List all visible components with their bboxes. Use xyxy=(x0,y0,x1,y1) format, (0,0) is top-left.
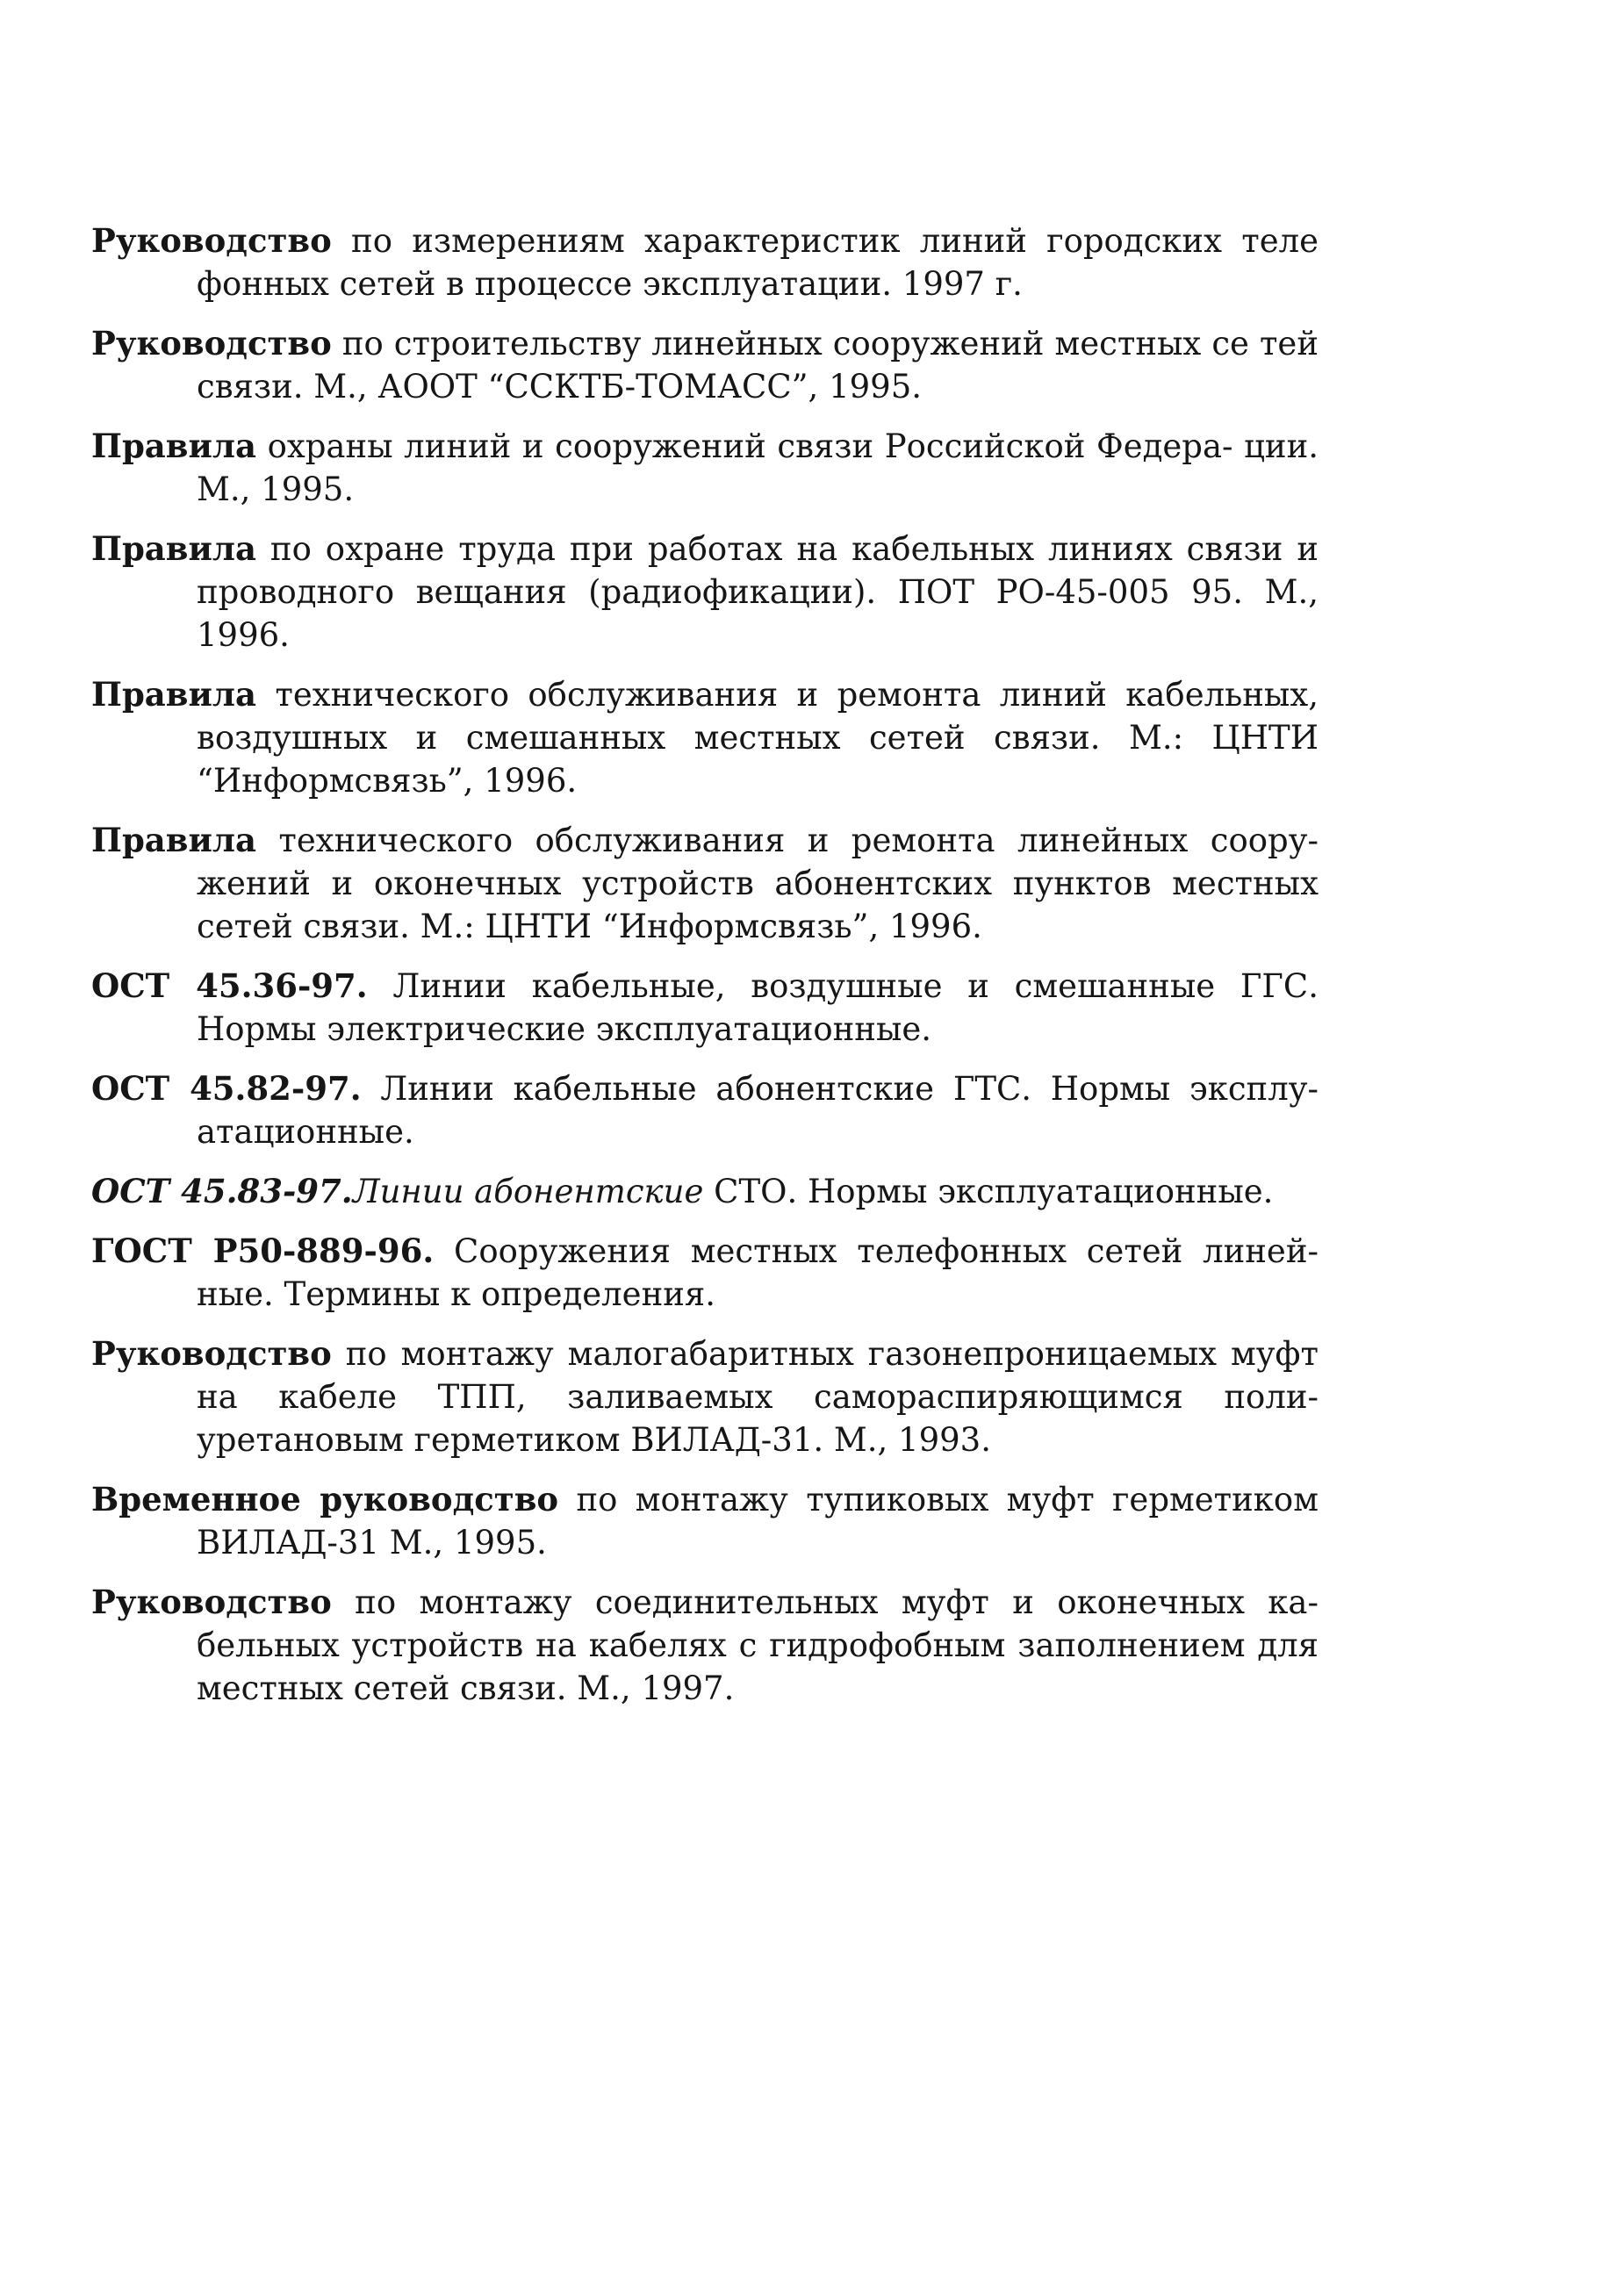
entry-text: Сооружения местных телефонных сетей линей- ные. Термины к определения. xyxy=(197,1232,1319,1313)
reference-entry xyxy=(91,965,1319,1051)
entry-text: Линии кабельные, воздушные и смешанные ГГС. Нормы электрические эксплуатационные. xyxy=(197,967,1319,1048)
reference-entry xyxy=(91,673,1319,802)
reference-entry xyxy=(91,1170,1319,1213)
reference-entry xyxy=(91,1478,1319,1564)
reference-entry xyxy=(91,1581,1319,1710)
entry-lead: Правила xyxy=(91,675,256,714)
entry-italic-text: Линии абонентские xyxy=(352,1173,704,1210)
reference-entry xyxy=(91,819,1319,948)
entry-lead: Руководство xyxy=(91,221,332,260)
entry-text: СТО. Нормы эксплуатационные. xyxy=(703,1173,1274,1210)
reference-entry xyxy=(91,1230,1319,1316)
entry-lead: Временное руководство xyxy=(91,1480,559,1519)
entry-text: технического обслуживания и ремонта линий кабельных, воздушных и смешанных местных сетей связи. М.: ЦНТИ “Информсвязь”, 1996. xyxy=(197,676,1319,800)
reference-list xyxy=(91,219,1319,1727)
entry-text: по монтажу малогабаритных газонепроницаемых муфт на кабеле ТПП, заливаемых самораспиряющимся поли- уретановым герметиком ВИЛАД-31. М., 1993. xyxy=(197,1335,1319,1459)
entry-text: Линии кабельные абонентские ГТС. Нормы эксплу- атационные. xyxy=(197,1070,1319,1151)
entry-text: по строительству линейных сооружений местных се тей связи. М., АООТ “ССКТБ-ТОМАСС”, 1995. xyxy=(197,325,1319,406)
entry-text: по охране труда при работах на кабельных линиях связи и проводного вещания (радиофикации). ПОТ РО-45-005 95. М., 1996. xyxy=(197,530,1319,654)
entry-lead: Правила xyxy=(91,427,256,465)
entry-lead: Руководство xyxy=(91,1583,332,1621)
entry-text: охраны линий и сооружений связи Российской Федера- ции. М., 1995. xyxy=(197,427,1319,508)
entry-text: по монтажу тупиковых муфт герметиком ВИЛАД-31 М., 1995. xyxy=(197,1481,1319,1562)
entry-text: технического обслуживания и ремонта линейных соору- жений и оконечных устройств абонентских пунктов местных сетей связи. М.: ЦНТИ “Информсвязь”, 1996. xyxy=(197,822,1319,945)
entry-lead: Руководство xyxy=(91,1334,332,1373)
entry-lead: Правила xyxy=(91,821,256,859)
entry-lead: Руководство xyxy=(91,324,332,363)
entry-lead: ОСТ 45.36-97. xyxy=(91,966,368,1005)
entry-lead: Правила xyxy=(91,529,256,568)
entry-lead: ОСТ 45.82-97. xyxy=(91,1069,362,1108)
reference-entry xyxy=(91,425,1319,511)
reference-entry xyxy=(91,1332,1319,1461)
entry-text: по монтажу соединительных муфт и оконечных ка- бельных устройств на кабелях с гидрофобным заполнением для местных сетей связи. М., 1997. xyxy=(197,1583,1319,1707)
reference-entry xyxy=(91,1067,1319,1153)
reference-entry xyxy=(91,528,1319,657)
reference-entry xyxy=(91,322,1319,408)
entry-lead: ОСТ 45.83-97. xyxy=(91,1172,353,1210)
reference-entry xyxy=(91,219,1319,305)
entry-lead: ГОСТ Р50-889-96. xyxy=(91,1231,435,1270)
entry-text: по измерениям характеристик линий городских теле фонных сетей в процессе эксплуатации. 1997 г. xyxy=(197,222,1319,303)
